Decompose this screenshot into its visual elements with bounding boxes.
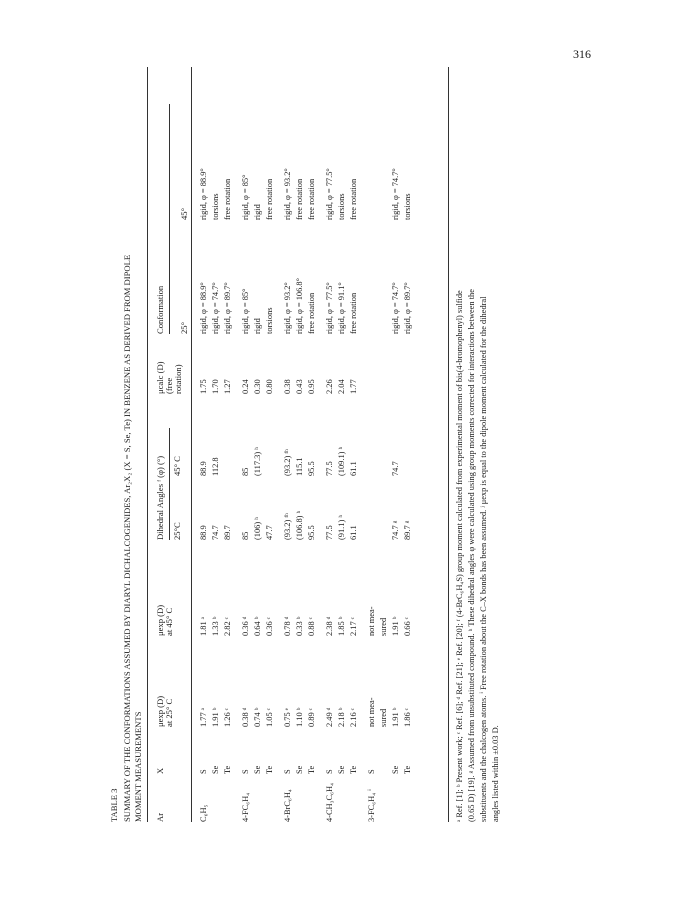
cell-d25: 85 [241, 531, 250, 540]
conformation-subrule [169, 104, 170, 334]
cell-calc: 1.70 [211, 379, 220, 394]
cell-c45: torsions [211, 193, 220, 220]
cell-mu45: 0.88 ᶜ [307, 617, 316, 636]
cell-mu45: 2.82 ᶜ [223, 617, 232, 636]
cell-c25: torsions [265, 307, 274, 334]
cell-calc: 1.77 [349, 379, 358, 394]
cell-mu45: 0.64 ᵇ [253, 616, 262, 636]
cell-c45: torsions [337, 193, 346, 220]
cell-x: Se [211, 765, 220, 774]
cell-x: Se [391, 765, 400, 774]
cell-ar: 4-CH₃C₆H₄ [325, 782, 334, 822]
cell-c25: rigid, φ = 106.8° [295, 278, 304, 334]
cell-mu45: 0.33 ᵇ [295, 616, 304, 636]
cell-ar: 4-FC₆H₄ [241, 792, 250, 822]
cell-d25: 89.7 ᵍ [403, 520, 412, 540]
cell-mu45: 0.66 ᶜ [403, 617, 412, 636]
header-mu45-line2: at 45° C [164, 607, 175, 636]
page-number: 316 [573, 47, 591, 61]
cell-c25: rigid, φ = 74.7° [391, 282, 400, 334]
cell-x: Te [349, 765, 358, 774]
cell-c45: free rotation [349, 178, 358, 220]
cell-ar: C₆H₅ [199, 804, 208, 822]
header-mucalc-line3: rotation) [173, 364, 184, 394]
cell-d45: 77.5 [325, 461, 334, 476]
cell-mu45: 0.36 ᶜ [265, 617, 274, 636]
table-caption-line-2: MOMENT MEASUREMENTS [133, 711, 143, 822]
cell-d25: 74.7 ᵍ [391, 520, 400, 540]
cell-mu25: 1.91 ᵇ [391, 707, 400, 727]
cell-x: Se [253, 765, 262, 774]
cell-x: Te [265, 765, 274, 774]
header-mu45-line1: μexp (D) [155, 604, 165, 636]
header-dihedral-45: 45° C [172, 456, 182, 476]
cell-mu45: sured [379, 617, 388, 636]
table-label: TABLE 3 [109, 788, 119, 822]
header-ar: Ar [155, 812, 165, 822]
cell-calc: 1.75 [199, 379, 208, 394]
cell-mu25: 1.26 ᶜ [223, 708, 232, 727]
cell-d45: 88.9 [199, 461, 208, 476]
cell-mu25: 0.38 ᵈ [241, 707, 250, 727]
cell-d25: (106) ʰ [253, 517, 262, 540]
footnote-line-4: angles listed within ±0.03 D. [491, 725, 500, 822]
cell-d25: 95.5 [307, 525, 316, 540]
cell-c45: free rotation [265, 178, 274, 220]
bottom-rule [448, 67, 449, 822]
cell-c25: rigid, φ = 74.7° [211, 282, 220, 334]
cell-calc: 1.27 [223, 379, 232, 394]
cell-d45: 74.7 [391, 461, 400, 476]
cell-calc: 2.04 [337, 379, 346, 394]
cell-ar: 3-FC₆H₄ ⁱ [367, 789, 376, 822]
cell-x: S [199, 769, 208, 774]
cell-d25: (93.2) ᶠʰ [283, 513, 292, 540]
cell-x: Te [307, 765, 316, 774]
cell-d45: 85 [241, 467, 250, 476]
cell-c25: rigid, φ = 93.2° [283, 282, 292, 334]
cell-d25: 89.7 [223, 525, 232, 540]
cell-d25: 77.5 [325, 525, 334, 540]
cell-mu25: 2.49 ᵈ [325, 707, 334, 727]
cell-mu25: 0.75 ᵉ [283, 708, 292, 727]
cell-x: Se [337, 765, 346, 774]
cell-x: S [283, 769, 292, 774]
cell-mu45: 1.33 ᵇ [211, 616, 220, 636]
footnote-line-2: (0.65 D) [19]. ᵍ Assumed from unsubstituted compound. ʰ These dihedral angles φ were calculated using group moments corrected for interactions between the [467, 289, 476, 822]
footnote-line-1: ᵃ Ref. [1]; ᵇ Present work; ᶜ Ref. [6]; ᵈ Ref. [21]; ᵉ Ref. [20]; ᶠ (4-BrC₆H₄S) group moment calculated from experimental moment of bis(4-bromophenyl) sulfide [455, 290, 464, 822]
cell-mu25: 1.91 ᵇ [211, 707, 220, 727]
header-dihedral: Dihedral Angles ᶠ (φ) (°) [155, 455, 165, 540]
cell-d45: 95.5 [307, 461, 316, 476]
header-mu45 [156, 605, 174, 636]
cell-x: S [241, 769, 250, 774]
cell-mu25: 0.89 ᶜ [307, 708, 316, 727]
cell-c45: rigid, φ = 85° [241, 174, 250, 220]
cell-c25: rigid, φ = 89.7° [403, 282, 412, 334]
cell-d45: 112.8 [211, 457, 220, 476]
cell-mu45: 1.81 ᵃ [199, 616, 208, 636]
cell-d45: (117.3) ʰ [253, 447, 262, 476]
cell-mu25: 1.05 ᶜ [265, 708, 274, 727]
rotated-table-block [110, 52, 630, 822]
header-mucalc-line2: (free [164, 377, 175, 394]
cell-c45: rigid, φ = 77.5° [325, 168, 334, 220]
cell-calc: 2.26 [325, 379, 334, 394]
cell-mu45: 1.91 ᵇ [391, 616, 400, 636]
cell-ar: 4-BrC₆H₄ [283, 789, 292, 822]
cell-c45: rigid, φ = 74.7° [391, 168, 400, 220]
cell-d25: 74.7 [211, 525, 220, 540]
cell-d25: 47.7 [265, 525, 274, 540]
cell-x: Se [295, 765, 304, 774]
header-rule [191, 67, 192, 822]
cell-calc: 0.95 [307, 379, 316, 394]
cell-mu45: 2.38 ᵈ [325, 616, 334, 636]
header-mucalc [156, 361, 183, 394]
cell-c45: free rotation [307, 178, 316, 220]
cell-c25: free rotation [349, 292, 358, 334]
cell-c25: rigid, φ = 88.9° [199, 282, 208, 334]
header-mucalc-line1: μcalc (D) [155, 361, 165, 394]
cell-c45: rigid, φ = 88.9° [199, 168, 208, 220]
cell-c45: free rotation [223, 178, 232, 220]
cell-d45: (93.2) ᶠʰ [283, 449, 292, 476]
top-rule [147, 67, 148, 822]
cell-c25: rigid, φ = 77.5° [325, 282, 334, 334]
cell-d25: 88.9 [199, 525, 208, 540]
footnote-line-3: substituents and the chalcogen atoms. ⁱ Free rotation about the C–X bonds has been assumed. ʲ μexp is equal to the dipole moment calculated for the dihedral [479, 296, 488, 822]
cell-mu25: 1.10 ᵇ [295, 707, 304, 727]
cell-mu25: 2.16 ᶜ [349, 708, 358, 727]
cell-x: Te [403, 765, 412, 774]
cell-mu25: 0.74 ᵇ [253, 707, 262, 727]
cell-c45: free rotation [295, 178, 304, 220]
header-mu25-line1: μexp (D) [155, 695, 165, 727]
cell-d45: (109.1) ʰ [337, 446, 346, 476]
cell-c25: rigid, φ = 89.7° [223, 282, 232, 334]
cell-x: S [325, 769, 334, 774]
cell-c45: rigid [253, 204, 262, 220]
cell-calc: 0.24 [241, 379, 250, 394]
header-conf-45: 45° [179, 207, 189, 220]
cell-d25: (106.8) ʰ [295, 510, 304, 540]
cell-d25: 61.1 [349, 525, 358, 540]
cell-d25: (91.1) ʰ [337, 514, 346, 540]
header-x: X [155, 767, 165, 774]
table-caption-line-1: SUMMARY OF THE CONFORMATIONS ASSUMED BY DIARYL DICHALCOGENIDES, Ar₂X₂ (X = S, Se, Te) IN BENZENE AS DERIVED FROM DIPOLE [122, 254, 132, 822]
cell-mu25: 2.18 ᵇ [337, 707, 346, 727]
cell-mu25: sured [379, 708, 388, 727]
header-mu25 [156, 696, 174, 727]
cell-d45: 61.1 [349, 461, 358, 476]
cell-mu45: 0.78 ᵈ [283, 616, 292, 636]
cell-c45: rigid, φ = 93.2° [283, 168, 292, 220]
cell-c45: torsions [403, 193, 412, 220]
cell-mu25: 1.86 ᶜ [403, 708, 412, 727]
cell-mu45: 1.85 ᵇ [337, 616, 346, 636]
cell-mu45: 0.36 ᵈ [241, 616, 250, 636]
cell-x: S [367, 769, 376, 774]
cell-calc: 0.43 [295, 379, 304, 394]
header-dihedral-25: 25°C [172, 522, 182, 540]
dihedral-subrule [169, 428, 170, 540]
cell-calc: 0.38 [283, 379, 292, 394]
cell-c25: free rotation [307, 292, 316, 334]
header-mu25-line2: at 25° C [164, 698, 175, 727]
cell-mu45: not mea- [367, 606, 376, 636]
header-conformation: Conformation [155, 285, 165, 334]
cell-c25: rigid [253, 318, 262, 334]
cell-mu25: not mea- [367, 697, 376, 727]
cell-calc: 0.30 [253, 379, 262, 394]
cell-x: Te [223, 765, 232, 774]
cell-mu25: 1.77 ᵃ [199, 707, 208, 727]
cell-c25: rigid, φ = 91.1° [337, 282, 346, 334]
header-conf-25: 25° [179, 321, 189, 334]
cell-d45: 115.1 [295, 457, 304, 476]
cell-calc: 0.80 [265, 379, 274, 394]
cell-mu45: 2.17 ᶜ [349, 617, 358, 636]
cell-c25: rigid, φ = 85° [241, 288, 250, 334]
